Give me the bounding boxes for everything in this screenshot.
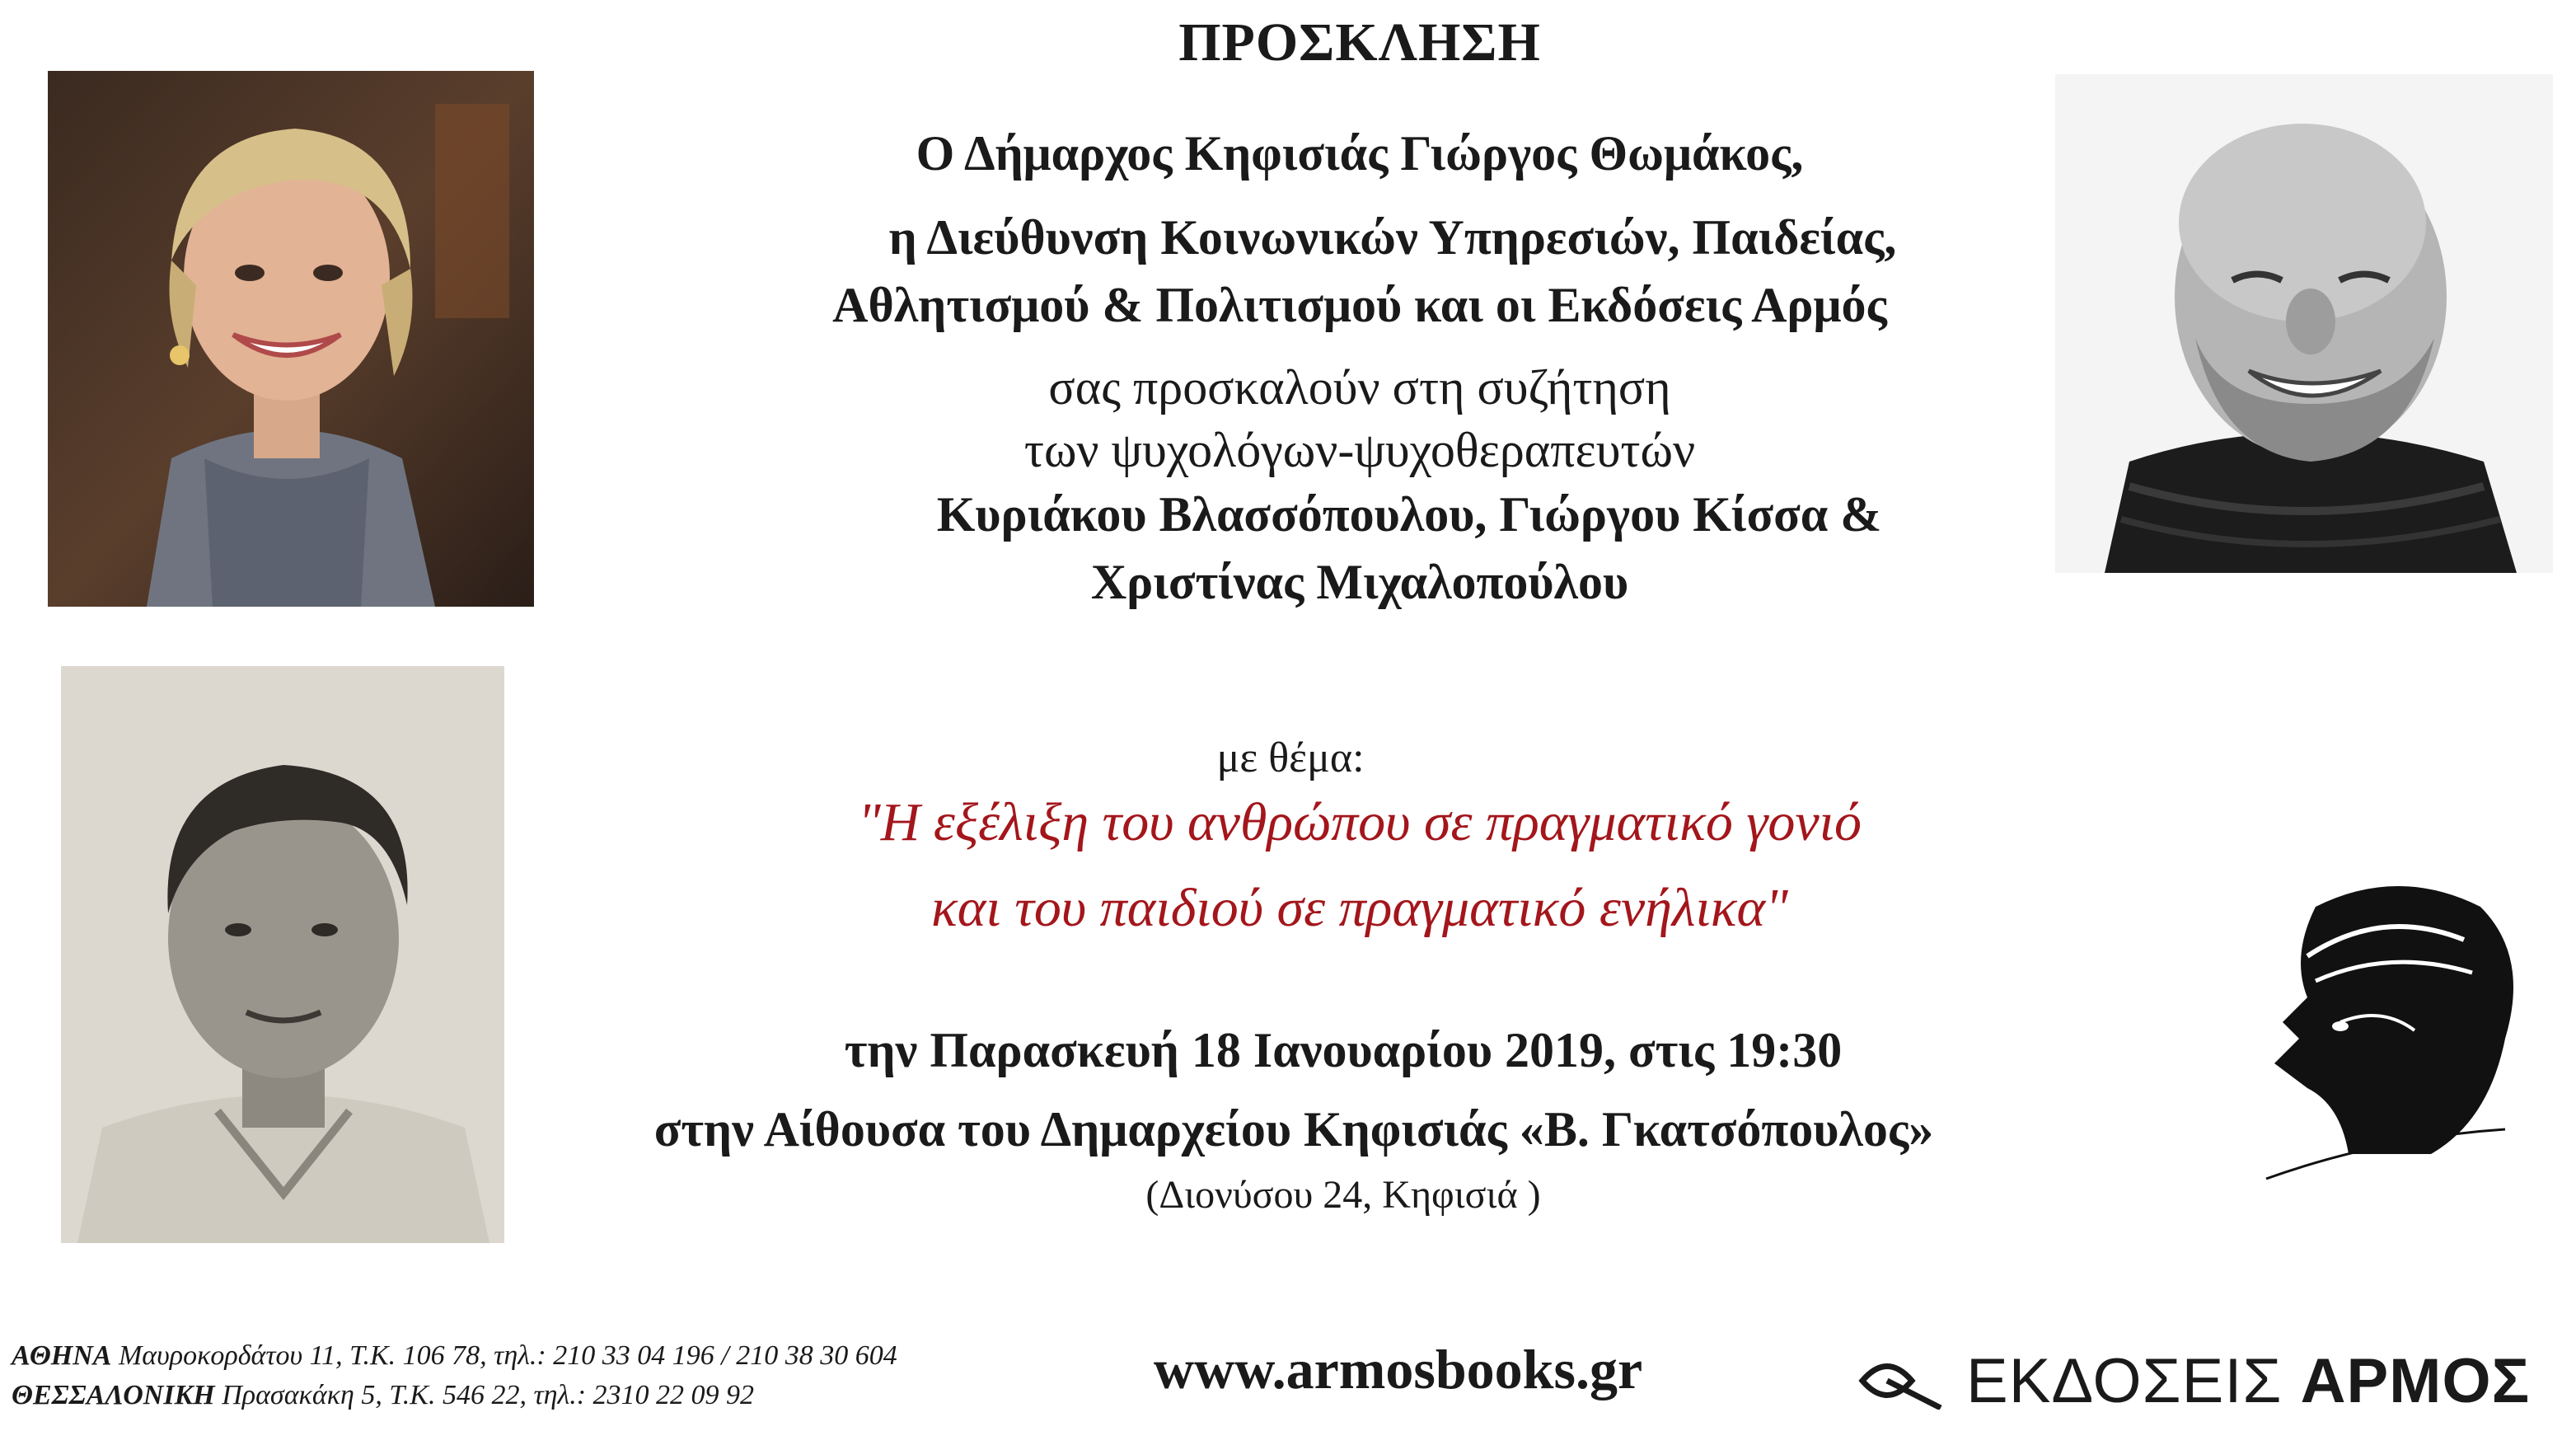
topic-label: με θέμα:: [1216, 734, 1365, 781]
speaker-photo-woman: [48, 71, 534, 607]
invite-line-1: σας προσκαλούν στη συζήτηση: [1048, 360, 1671, 415]
armos-head-logo: [2217, 857, 2546, 1203]
topic-line-2: και του παιδιού σε πραγματικό ενήλικα": [931, 878, 1788, 938]
publisher-brand-text: [1966, 1345, 2530, 1417]
speakers-line-1: Κυριάκου Βλασσόπουλου, Γιώργου Κίσσα &: [936, 487, 1882, 542]
event-date-line: την Παρασκευή 18 Ιανουαρίου 2019, στις 19:30: [844, 1023, 1843, 1077]
brand-prefix: ΕΚΔΟΣΕΙΣ: [1966, 1345, 2283, 1416]
directorate-line-2: Αθλητισμού & Πολιτισμού και οι Εκδόσεις Αρμός: [832, 278, 1887, 332]
footer-thessaloniki-address: [12, 1380, 754, 1411]
armos-swirl-icon: [1854, 1352, 1945, 1410]
footer-thessaloniki-city: ΘΕΣΣΑΛΟΝΙΚΗ: [12, 1380, 215, 1410]
topic-line-1: "Η εξέλιξη του ανθρώπου σε πραγματικό γονιό: [858, 792, 1862, 852]
invitation-title: ΠΡΟΣΚΛΗΣΗ: [1178, 12, 1541, 73]
footer-athens-address: [12, 1340, 897, 1372]
footer-athens-details: Μαυροκορδάτου 11, Τ.Κ. 106 78, τηλ.: 210 33 04 196 / 210 38 30 604: [118, 1340, 897, 1371]
publisher-brand: [1854, 1344, 2530, 1418]
speaker-photo-young-man: [61, 666, 504, 1243]
invite-line-2: των ψυχολόγων-ψυχοθεραπευτών: [1023, 423, 1696, 477]
brand-name: ΑΡΜΟΣ: [2300, 1345, 2531, 1416]
host-line: Ο Δήμαρχος Κηφισιάς Γιώργος Θωμάκος,: [916, 126, 1804, 181]
event-venue-line: στην Αίθουσα του Δημαρχείου Κηφισιάς «Β. Γκατσόπουλος»: [653, 1102, 1934, 1157]
event-address-line: (Διονύσου 24, Κηφισιά ): [1145, 1173, 1541, 1217]
website-link[interactable]: www.armosbooks.gr: [1154, 1338, 1643, 1401]
directorate-line-1: η Διεύθυνση Κοινωνικών Υπηρεσιών, Παιδείας,: [888, 210, 1897, 265]
footer-athens-city: ΑΘΗΝΑ: [12, 1340, 112, 1371]
speakers-line-2: Χριστίνας Μιχαλοπούλου: [1090, 555, 1629, 609]
footer-thessaloniki-details: Πρασακάκη 5, Τ.Κ. 546 22, τηλ.: 2310 22 09 92: [222, 1380, 755, 1410]
